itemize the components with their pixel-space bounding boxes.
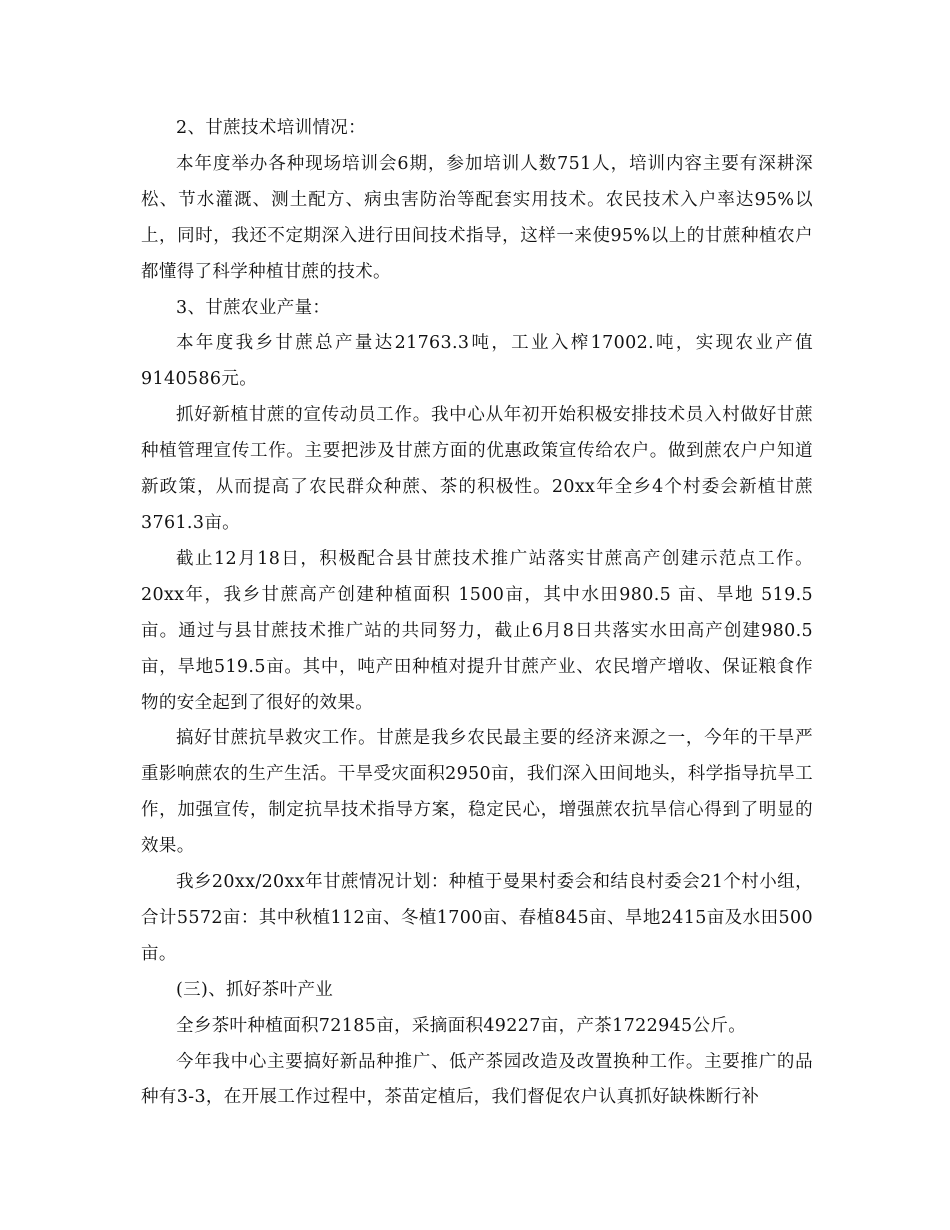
paragraph-training-details: 本年度举办各种现场培训会6期，参加培训人数751人，培训内容主要有深耕深松、节水灌溉、测土配方、病虫害防治等配套实用技术。农民技术入户率达95%以上，同时，我还不定期深入进行田间技术指导，这样一来使95%以上的甘蔗种植农户都懂得了科学种植甘蔗的技术。	[141, 153, 813, 282]
paragraph-tea-varieties: 今年我中心主要搞好新品种推广、低产茶园改造及改置换种工作。主要推广的品种有3-3，在开展工作过程中，茶苗定植后，我们督促农户认真抓好缺株断行补	[141, 1051, 813, 1108]
paragraph-high-yield-demo: 截止12月18日，积极配合县甘蔗技术推广站落实甘蔗高产创建示范点工作。20xx年，我乡甘蔗高产创建种植面积 1500亩，其中水田980.5 亩、旱地 519.5亩。通过与县甘蔗技术推广站的共同努力，截止6月8日共落实水田高产创建980.5亩，旱地519.5亩。其中，吨产田种植对提升甘蔗产业、农民增产增收、保证粮食作物的安全起到了很好的效果。	[141, 548, 813, 713]
paragraph-promotion-work: 抓好新植甘蔗的宣传动员工作。我中心从年初开始积极安排技术员入村做好甘蔗种植管理宣传工作。主要把涉及甘蔗方面的优惠政策宣传给农户。做到蔗农户户知道新政策，从而提高了农民群众种蔗、茶的积极性。20xx年全乡4个村委会新植甘蔗 3761.3亩。	[141, 405, 813, 533]
document-body	[141, 111, 813, 1116]
paragraph-planting-plan: 我乡20xx/20xx年甘蔗情况计划：种植于曼果村委会和结良村委会21个村小组，合计5572亩：其中秋植112亩、冬植1700亩、春植845亩、旱地2415亩及水田500亩。	[141, 872, 813, 964]
section-heading-tea-industry: (三)、抓好茶叶产业	[176, 979, 334, 1000]
paragraph-tea-area: 全乡茶叶种植面积72185亩，采摘面积49227亩，产茶1722945公斤。	[176, 1015, 747, 1036]
section-heading-sugarcane-training: 2、甘蔗技术培训情况：	[176, 118, 366, 138]
paragraph-output-figures: 本年度我乡甘蔗总产量达21763.3吨，工业入榨17002.吨，实现农业产值9140586元。	[141, 333, 813, 390]
paragraph-drought-relief: 搞好甘蔗抗旱救灾工作。甘蔗是我乡农民最主要的经济来源之一，今年的干旱严重影响蔗农的生产生活。干旱受灾面积2950亩，我们深入田间地头，科学指导抗旱工作，加强宣传，制定抗旱技术指导方案，稳定民心，增强蔗农抗旱信心得到了明显的效果。	[141, 728, 813, 857]
section-heading-sugarcane-output: 3、甘蔗农业产量：	[176, 297, 331, 318]
